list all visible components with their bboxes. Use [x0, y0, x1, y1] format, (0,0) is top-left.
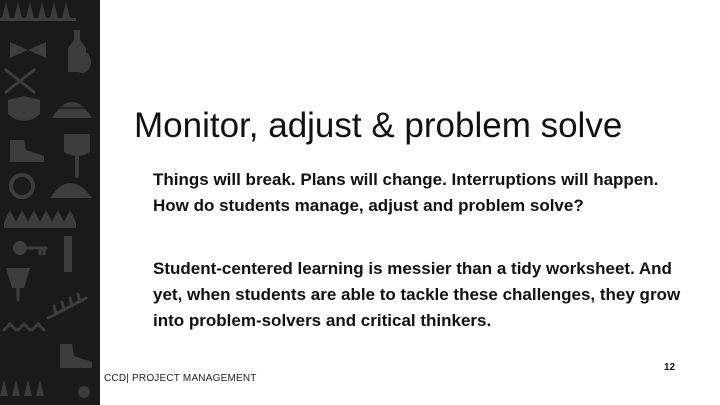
- bottom-spike-row-icon: [0, 380, 44, 396]
- column-icon: [64, 236, 72, 272]
- ring-icon: [11, 175, 33, 197]
- decorative-pattern-strip: [0, 0, 100, 405]
- grenade-icon: [73, 51, 91, 73]
- fern-icon: [48, 294, 86, 318]
- igloo-icon: [52, 102, 92, 118]
- spike-row-icon: [0, 2, 76, 21]
- crown-icon: [4, 210, 76, 228]
- shield-icon: [8, 96, 40, 121]
- pattern-graphic: [0, 0, 100, 405]
- boot-icon: [60, 344, 92, 368]
- bow-tie-icon: [10, 42, 46, 58]
- body-paragraph-1: Things will break. Plans will change. Interruptions will happen. How do students manage, adjust and problem solve?: [153, 170, 659, 215]
- shoe-icon: [10, 140, 44, 162]
- key-icon: [13, 241, 27, 255]
- lamp-icon: [6, 268, 30, 288]
- footer-text: CCD| PROJECT MANAGEMENT: [104, 373, 257, 384]
- body-paragraph-2: Student-centered learning is messier than a tidy worksheet. And yet, when students are able to tackle these challenges, they grow into problem-solvers and critical thinkers.: [153, 259, 681, 330]
- helmet-icon: [50, 183, 92, 198]
- dot-icon: [78, 386, 90, 398]
- page-number: 12: [664, 362, 676, 373]
- chevron-row-icon: [4, 324, 44, 330]
- slide-title: Monitor, adjust & problem solve: [134, 106, 623, 145]
- crossed-tools-icon: [6, 70, 34, 92]
